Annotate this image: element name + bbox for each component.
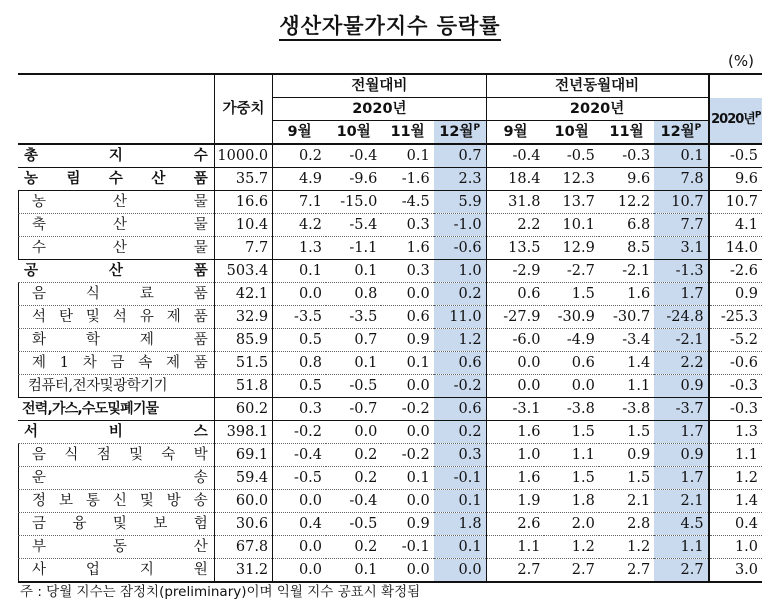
row-yoy-m9: 1.6 xyxy=(486,467,544,490)
header-yoy-m11: 11월 xyxy=(599,121,654,145)
row-yoy-m12: 0.9 xyxy=(654,444,708,467)
row-annual: 1.0 xyxy=(709,536,762,559)
header-annual-label: 2020년 xyxy=(711,112,755,128)
table-body xyxy=(18,144,762,582)
header-mom-m12 xyxy=(434,121,486,145)
row-yoy-m10: 1.5 xyxy=(544,283,598,306)
row-label: 부 동 산 xyxy=(18,536,214,559)
row-label: 음 식 점 및 숙 박 xyxy=(18,444,214,467)
table-row xyxy=(18,214,762,237)
table-row xyxy=(18,513,762,536)
row-mom-m9: -3.5 xyxy=(273,306,326,329)
row-weight: 503.4 xyxy=(214,260,272,283)
row-annual: -0.6 xyxy=(709,352,762,375)
row-weight: 1000.0 xyxy=(214,144,272,168)
row-yoy-m10: 12.3 xyxy=(544,168,598,191)
row-mom-m11: -0.1 xyxy=(381,536,433,559)
row-mom-m12: 2.3 xyxy=(434,168,486,191)
row-yoy-m10: 0.0 xyxy=(544,375,598,398)
row-weight: 67.8 xyxy=(214,536,272,559)
row-yoy-m12: 1.7 xyxy=(654,283,708,306)
row-annual: -2.6 xyxy=(709,260,762,283)
row-mom-m11: 0.0 xyxy=(381,490,433,513)
row-label: 화 학 제 품 xyxy=(18,329,214,352)
row-yoy-m11: -0.3 xyxy=(599,144,654,168)
row-label: 제 1 차 금 속 제 품 xyxy=(18,352,214,375)
row-yoy-m11: 1.4 xyxy=(599,352,654,375)
row-label: 음 식 료 품 xyxy=(18,283,214,306)
row-mom-m9: 0.5 xyxy=(273,375,326,398)
row-mom-m12: 11.0 xyxy=(434,306,486,329)
row-mom-m12: 1.2 xyxy=(434,329,486,352)
row-annual: -25.3 xyxy=(709,306,762,329)
row-yoy-m12: 10.7 xyxy=(654,191,708,214)
row-mom-m10: 0.1 xyxy=(326,352,381,375)
row-yoy-m9: 31.8 xyxy=(486,191,544,214)
ppi-change-table xyxy=(18,73,762,583)
table-row xyxy=(18,306,762,329)
row-weight: 60.2 xyxy=(214,398,272,421)
row-label: 축 산 물 xyxy=(18,214,214,237)
row-mom-m10: 0.1 xyxy=(326,260,381,283)
row-mom-m12: 0.7 xyxy=(434,144,486,168)
row-mom-m10: -15.0 xyxy=(326,191,381,214)
row-annual: 4.1 xyxy=(709,214,762,237)
header-mom-year: 2020년 xyxy=(273,98,486,121)
row-mom-m12: 0.2 xyxy=(434,283,486,306)
table-row xyxy=(18,398,762,421)
row-mom-m10: 0.2 xyxy=(326,444,381,467)
row-annual: -0.3 xyxy=(709,375,762,398)
row-yoy-m10: 12.9 xyxy=(544,237,598,260)
row-yoy-m9: 13.5 xyxy=(486,237,544,260)
row-mom-m9: 0.8 xyxy=(273,352,326,375)
row-yoy-m10: 13.7 xyxy=(544,191,598,214)
row-weight: 398.1 xyxy=(214,421,272,444)
unit-label: (%) xyxy=(728,52,754,70)
row-yoy-m10: 2.0 xyxy=(544,513,598,536)
row-yoy-m9: -6.0 xyxy=(486,329,544,352)
table-row xyxy=(18,490,762,513)
row-annual: 9.6 xyxy=(709,168,762,191)
row-annual: 14.0 xyxy=(709,237,762,260)
row-label: 수 산 물 xyxy=(18,237,214,260)
row-mom-m9: 4.2 xyxy=(273,214,326,237)
header-mom-m11: 11월 xyxy=(381,121,433,145)
row-yoy-m9: -2.9 xyxy=(486,260,544,283)
row-mom-m11: -4.5 xyxy=(381,191,433,214)
row-label: 컴퓨터,전자및광학기기 xyxy=(18,375,214,398)
row-yoy-m9: 0.0 xyxy=(486,352,544,375)
header-blank-cell xyxy=(18,74,214,144)
row-mom-m10: -1.1 xyxy=(326,237,381,260)
row-mom-m10: -0.5 xyxy=(326,513,381,536)
row-yoy-m12: 2.7 xyxy=(654,559,708,583)
row-mom-m10: 0.0 xyxy=(326,421,381,444)
row-mom-m11: 1.6 xyxy=(381,237,433,260)
row-mom-m11: 0.1 xyxy=(381,144,433,168)
row-annual: 1.1 xyxy=(709,444,762,467)
row-yoy-m12: -1.3 xyxy=(654,260,708,283)
row-label: 공 산 품 xyxy=(18,260,214,283)
row-yoy-m9: 2.7 xyxy=(486,559,544,583)
row-mom-m10: 0.1 xyxy=(326,559,381,583)
row-yoy-m9: 1.9 xyxy=(486,490,544,513)
row-mom-m11: 0.1 xyxy=(381,352,433,375)
row-label: 농 산 물 xyxy=(18,191,214,214)
row-yoy-m12: 2.1 xyxy=(654,490,708,513)
row-yoy-m11: 1.1 xyxy=(599,375,654,398)
row-annual: 1.3 xyxy=(709,421,762,444)
row-yoy-m9: 1.1 xyxy=(486,536,544,559)
row-yoy-m9: 2.2 xyxy=(486,214,544,237)
row-mom-m12: -1.0 xyxy=(434,214,486,237)
row-yoy-m10: 0.6 xyxy=(544,352,598,375)
row-mom-m12: -0.2 xyxy=(434,375,486,398)
row-mom-m12: -0.1 xyxy=(434,467,486,490)
row-mom-m11: 0.6 xyxy=(381,306,433,329)
row-yoy-m10: -4.9 xyxy=(544,329,598,352)
row-weight: 32.9 xyxy=(214,306,272,329)
row-mom-m9: 0.0 xyxy=(273,559,326,583)
row-mom-m10: 0.8 xyxy=(326,283,381,306)
row-yoy-m12: 0.1 xyxy=(654,144,708,168)
row-yoy-m10: 1.5 xyxy=(544,467,598,490)
row-yoy-m10: -3.8 xyxy=(544,398,598,421)
row-yoy-m11: 2.7 xyxy=(599,559,654,583)
row-yoy-m9: -3.1 xyxy=(486,398,544,421)
header-mom-m12-label: 12월 xyxy=(439,124,474,140)
row-mom-m10: -3.5 xyxy=(326,306,381,329)
row-weight: 16.6 xyxy=(214,191,272,214)
page-title xyxy=(0,10,780,40)
table-row xyxy=(18,144,762,168)
row-mom-m11: 0.0 xyxy=(381,421,433,444)
row-label: 농 림 수 산 품 xyxy=(18,168,214,191)
row-yoy-m10: 1.8 xyxy=(544,490,598,513)
row-yoy-m9: 1.6 xyxy=(486,421,544,444)
row-yoy-m9: -27.9 xyxy=(486,306,544,329)
header-yoy-group: 전년동월대비 xyxy=(486,74,709,98)
row-mom-m12: 0.2 xyxy=(434,421,486,444)
row-mom-m12: 0.6 xyxy=(434,352,486,375)
row-weight: 30.6 xyxy=(214,513,272,536)
header-yoy-m9: 9월 xyxy=(486,121,544,145)
header-weight: 가중치 xyxy=(214,74,272,144)
row-annual: 1.4 xyxy=(709,490,762,513)
row-weight: 51.8 xyxy=(214,375,272,398)
table-row xyxy=(18,559,762,583)
row-yoy-m9: -0.4 xyxy=(486,144,544,168)
row-yoy-m11: 6.8 xyxy=(599,214,654,237)
row-label: 금 융 및 보 험 xyxy=(18,513,214,536)
row-yoy-m10: 1.5 xyxy=(544,421,598,444)
row-label: 운 송 xyxy=(18,467,214,490)
row-yoy-m10: -0.5 xyxy=(544,144,598,168)
row-mom-m10: -0.7 xyxy=(326,398,381,421)
table-row xyxy=(18,191,762,214)
header-annual-spacer xyxy=(709,74,762,98)
row-yoy-m11: 1.5 xyxy=(599,421,654,444)
row-label: 정 보 통 신 및 방 송 xyxy=(18,490,214,513)
header-mom-m10: 10월 xyxy=(326,121,381,145)
row-mom-m12: -0.6 xyxy=(434,237,486,260)
row-yoy-m12: -24.8 xyxy=(654,306,708,329)
footnote: 주 : 당월 지수는 잠정치(preliminary)이며 익월 지수 공표시 확정됨 xyxy=(20,584,421,600)
row-yoy-m12: -2.1 xyxy=(654,329,708,352)
row-annual: 10.7 xyxy=(709,191,762,214)
row-mom-m9: 4.9 xyxy=(273,168,326,191)
table-row xyxy=(18,237,762,260)
row-yoy-m11: 2.1 xyxy=(599,490,654,513)
row-mom-m10: -9.6 xyxy=(326,168,381,191)
table-row xyxy=(18,421,762,444)
row-yoy-m10: 1.2 xyxy=(544,536,598,559)
row-mom-m11: 0.1 xyxy=(381,467,433,490)
row-yoy-m12: 1.1 xyxy=(654,536,708,559)
row-yoy-m10: 1.1 xyxy=(544,444,598,467)
row-yoy-m12: 0.9 xyxy=(654,375,708,398)
row-yoy-m12: -3.7 xyxy=(654,398,708,421)
row-label: 사 업 지 원 xyxy=(18,559,214,583)
row-yoy-m12: 1.7 xyxy=(654,467,708,490)
row-weight: 42.1 xyxy=(214,283,272,306)
row-yoy-m11: 1.5 xyxy=(599,467,654,490)
row-label: 총 지 수 xyxy=(18,144,214,168)
row-weight: 85.9 xyxy=(214,329,272,352)
row-yoy-m12: 4.5 xyxy=(654,513,708,536)
row-mom-m12: 0.6 xyxy=(434,398,486,421)
row-mom-m9: 0.0 xyxy=(273,490,326,513)
table-row xyxy=(18,329,762,352)
header-yoy-year: 2020년 xyxy=(486,98,709,121)
row-yoy-m12: 7.8 xyxy=(654,168,708,191)
row-mom-m12: 0.1 xyxy=(434,490,486,513)
row-mom-m9: 1.3 xyxy=(273,237,326,260)
row-mom-m11: 0.9 xyxy=(381,329,433,352)
row-yoy-m11: 12.2 xyxy=(599,191,654,214)
header-mom-m9: 9월 xyxy=(273,121,326,145)
row-yoy-m11: 9.6 xyxy=(599,168,654,191)
row-yoy-m11: 8.5 xyxy=(599,237,654,260)
row-annual: -5.2 xyxy=(709,329,762,352)
row-mom-m11: -0.2 xyxy=(381,444,433,467)
row-yoy-m9: 2.6 xyxy=(486,513,544,536)
row-mom-m12: 1.8 xyxy=(434,513,486,536)
row-annual: 3.0 xyxy=(709,559,762,583)
row-mom-m9: 0.0 xyxy=(273,283,326,306)
row-mom-m11: 0.0 xyxy=(381,283,433,306)
row-yoy-m11: 0.9 xyxy=(599,444,654,467)
table-row xyxy=(18,375,762,398)
row-mom-m9: 0.5 xyxy=(273,329,326,352)
row-yoy-m12: 2.2 xyxy=(654,352,708,375)
row-yoy-m11: -3.4 xyxy=(599,329,654,352)
row-mom-m10: -0.4 xyxy=(326,490,381,513)
row-yoy-m12: 3.1 xyxy=(654,237,708,260)
row-annual: -0.3 xyxy=(709,398,762,421)
row-annual: 1.2 xyxy=(709,467,762,490)
row-weight: 59.4 xyxy=(214,467,272,490)
row-mom-m12: 0.3 xyxy=(434,444,486,467)
header-row-groups xyxy=(18,74,762,98)
row-annual: -0.5 xyxy=(709,144,762,168)
row-yoy-m11: 2.8 xyxy=(599,513,654,536)
row-annual: 0.4 xyxy=(709,513,762,536)
row-label: 전력,가스,수도및폐기물 xyxy=(18,398,214,421)
row-label: 서 비 스 xyxy=(18,421,214,444)
row-annual: 0.9 xyxy=(709,283,762,306)
row-mom-m9: 0.0 xyxy=(273,536,326,559)
row-yoy-m11: 1.6 xyxy=(599,283,654,306)
header-yoy-m10: 10월 xyxy=(544,121,598,145)
row-mom-m11: -0.2 xyxy=(381,398,433,421)
table-row xyxy=(18,467,762,490)
table-row xyxy=(18,352,762,375)
header-yoy-m12 xyxy=(654,121,708,145)
header-annual xyxy=(709,98,762,145)
row-mom-m11: 0.0 xyxy=(381,375,433,398)
row-mom-m9: 0.2 xyxy=(273,144,326,168)
row-mom-m11: 0.3 xyxy=(381,260,433,283)
row-mom-m12: 5.9 xyxy=(434,191,486,214)
row-mom-m9: 0.1 xyxy=(273,260,326,283)
row-mom-m10: 0.2 xyxy=(326,467,381,490)
row-mom-m12: 0.1 xyxy=(434,536,486,559)
row-label: 석 탄 및 석 유 제 품 xyxy=(18,306,214,329)
row-yoy-m10: -2.7 xyxy=(544,260,598,283)
row-mom-m9: -0.2 xyxy=(273,421,326,444)
row-yoy-m11: -3.8 xyxy=(599,398,654,421)
title-text: 생산자물가지수 등락률 xyxy=(279,14,500,41)
row-mom-m9: 0.4 xyxy=(273,513,326,536)
row-yoy-m11: 1.2 xyxy=(599,536,654,559)
row-mom-m10: 0.2 xyxy=(326,536,381,559)
row-yoy-m12: 1.7 xyxy=(654,421,708,444)
row-weight: 51.5 xyxy=(214,352,272,375)
header-mom-m12-sup: P xyxy=(473,123,481,134)
table-row xyxy=(18,536,762,559)
row-yoy-m10: 2.7 xyxy=(544,559,598,583)
row-mom-m10: -5.4 xyxy=(326,214,381,237)
row-mom-m9: -0.5 xyxy=(273,467,326,490)
header-annual-sup: P xyxy=(754,110,761,121)
row-mom-m10: -0.5 xyxy=(326,375,381,398)
row-mom-m11: 0.3 xyxy=(381,214,433,237)
row-yoy-m9: 0.0 xyxy=(486,375,544,398)
row-mom-m11: -1.6 xyxy=(381,168,433,191)
header-yoy-m12-label: 12월 xyxy=(660,124,695,140)
row-weight: 7.7 xyxy=(214,237,272,260)
table-row xyxy=(18,444,762,467)
row-mom-m12: 0.0 xyxy=(434,559,486,583)
row-yoy-m9: 18.4 xyxy=(486,168,544,191)
row-yoy-m11: -2.1 xyxy=(599,260,654,283)
header-yoy-m12-sup: P xyxy=(694,123,702,134)
row-yoy-m9: 1.0 xyxy=(486,444,544,467)
row-mom-m9: -0.4 xyxy=(273,444,326,467)
row-mom-m11: 0.0 xyxy=(381,559,433,583)
row-mom-m9: 0.3 xyxy=(273,398,326,421)
row-mom-m10: -0.4 xyxy=(326,144,381,168)
row-yoy-m10: 10.1 xyxy=(544,214,598,237)
row-weight: 69.1 xyxy=(214,444,272,467)
row-mom-m12: 1.0 xyxy=(434,260,486,283)
row-mom-m11: 0.9 xyxy=(381,513,433,536)
table-row xyxy=(18,260,762,283)
row-yoy-m9: 0.6 xyxy=(486,283,544,306)
header-mom-group: 전월대비 xyxy=(273,74,486,98)
row-weight: 10.4 xyxy=(214,214,272,237)
table-row xyxy=(18,283,762,306)
row-mom-m10: 0.7 xyxy=(326,329,381,352)
row-weight: 31.2 xyxy=(214,559,272,583)
table-row xyxy=(18,168,762,191)
row-yoy-m10: -30.9 xyxy=(544,306,598,329)
row-yoy-m11: -30.7 xyxy=(599,306,654,329)
row-weight: 35.7 xyxy=(214,168,272,191)
row-yoy-m12: 7.7 xyxy=(654,214,708,237)
row-mom-m9: 7.1 xyxy=(273,191,326,214)
row-weight: 60.0 xyxy=(214,490,272,513)
